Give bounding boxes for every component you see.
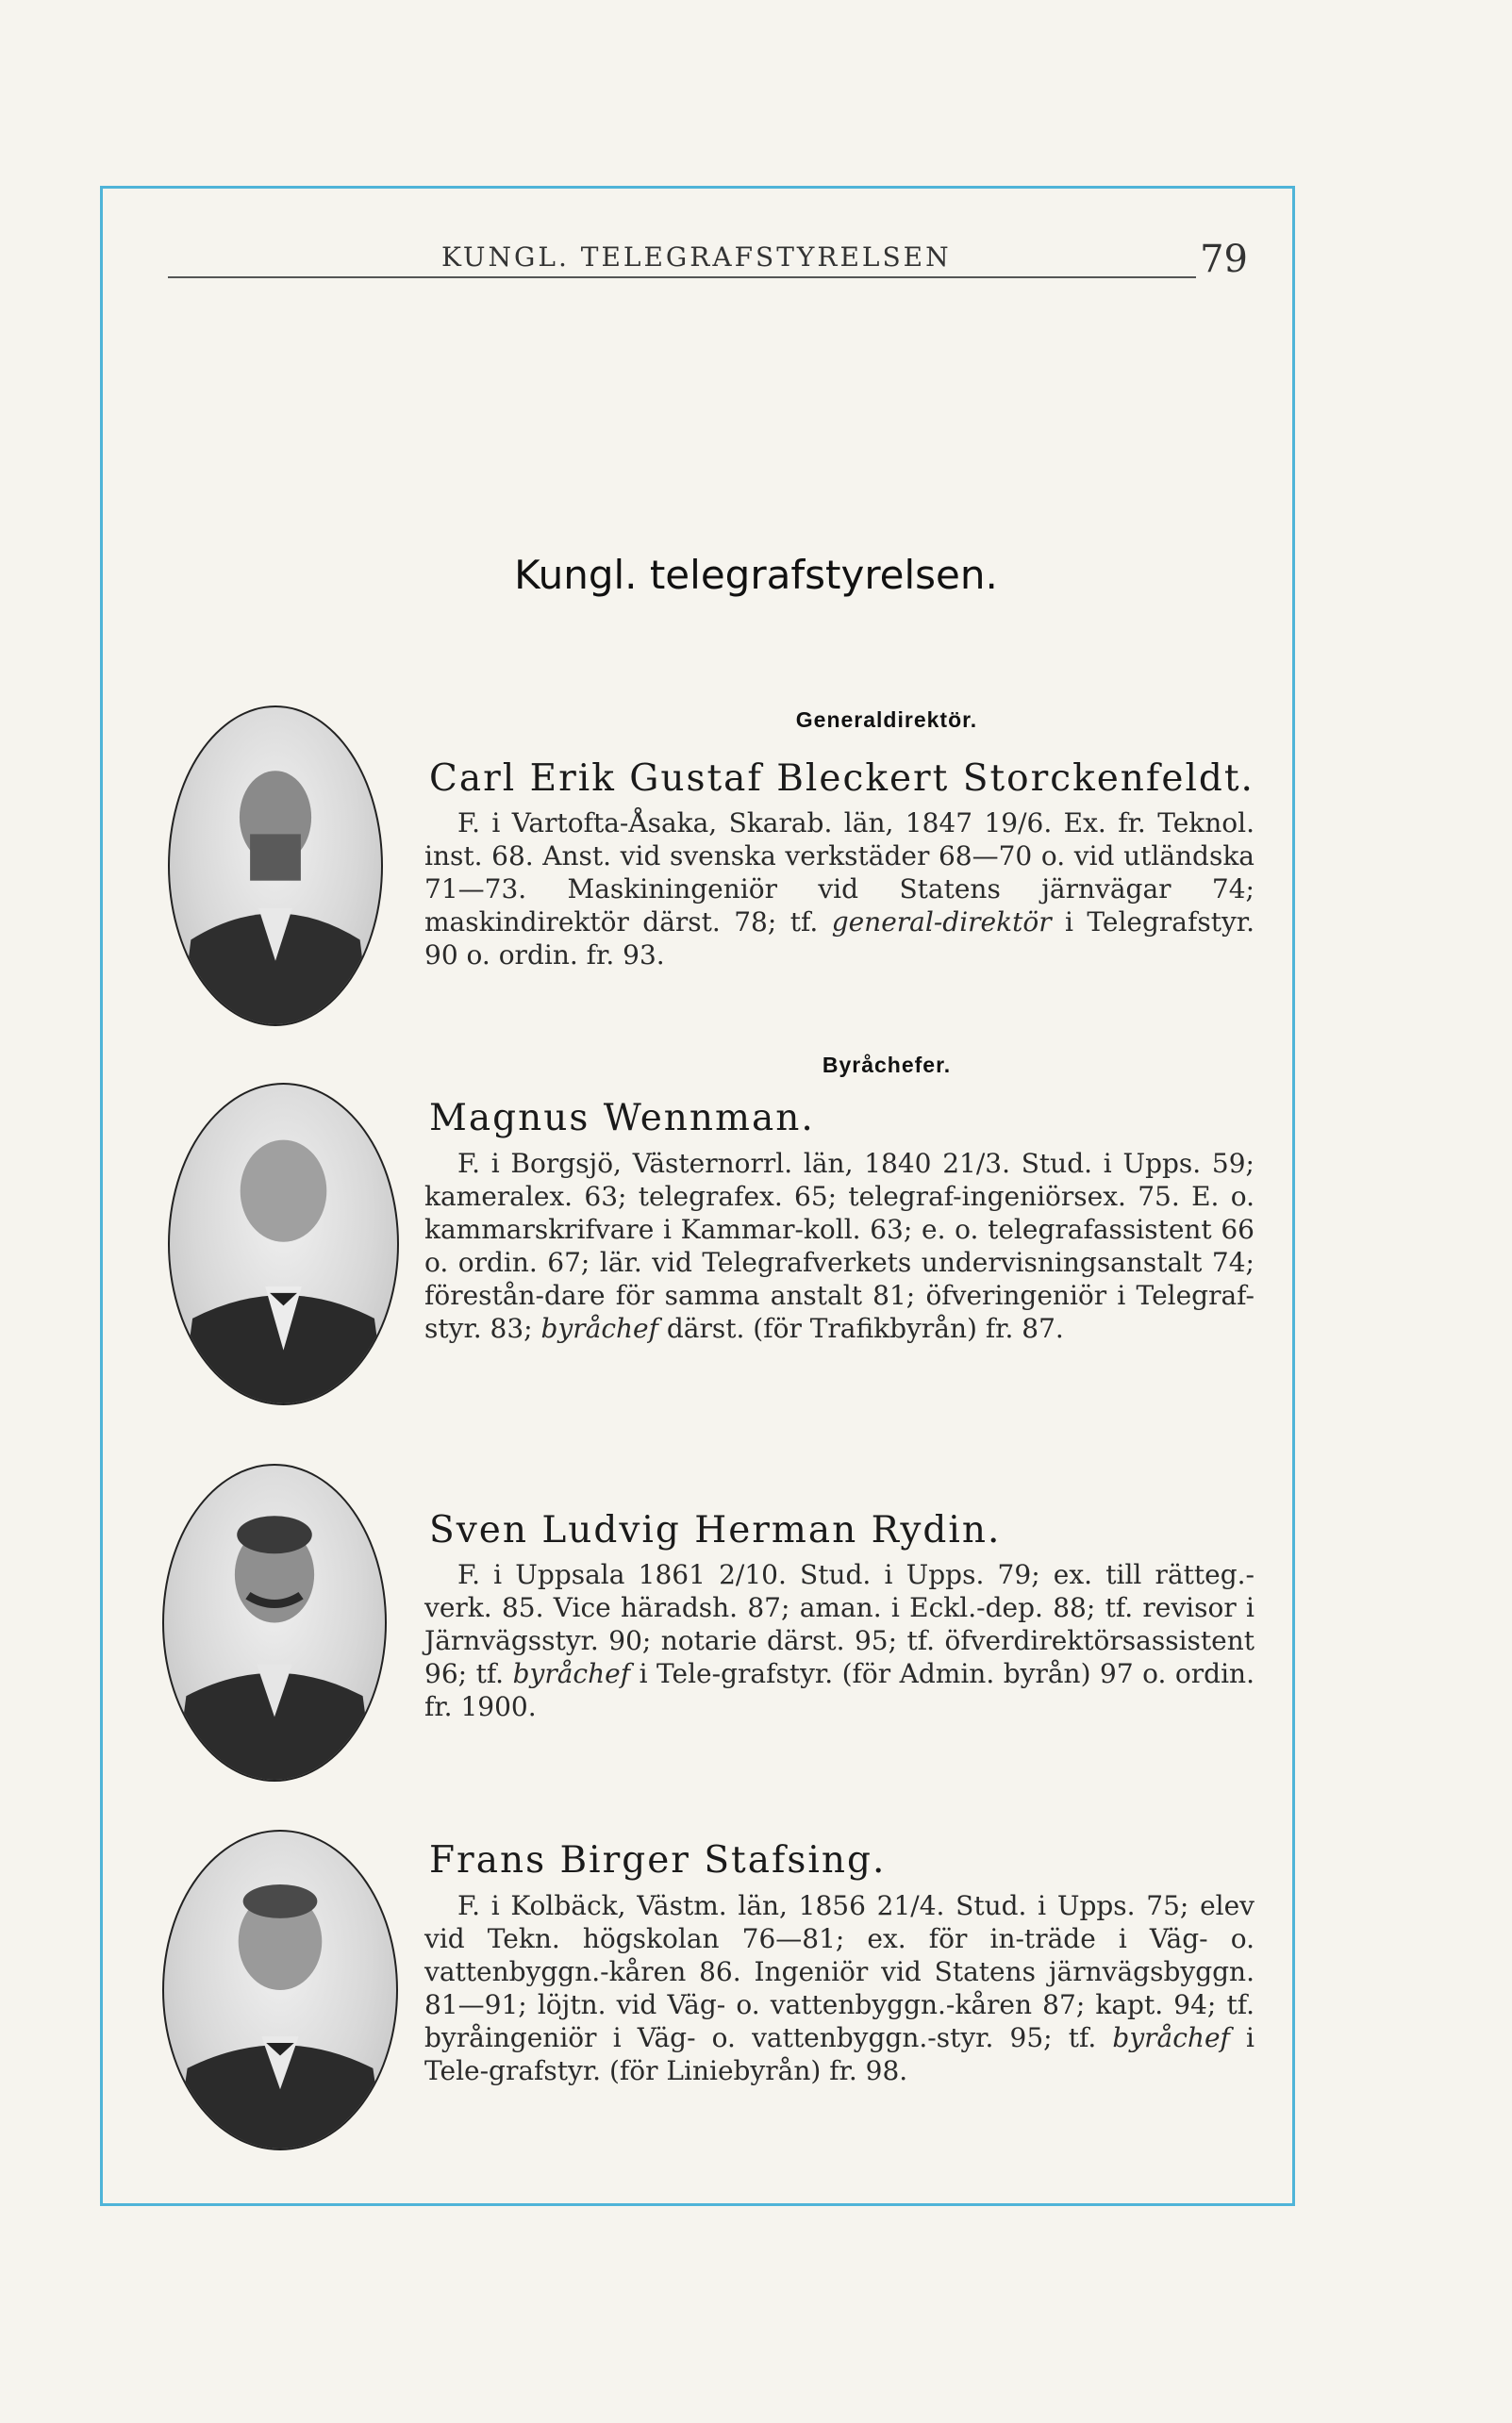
- page-title: Kungl. telegrafstyrelsen.: [514, 552, 998, 598]
- person-name: Frans Birger Stafsing.: [429, 1839, 887, 1882]
- portrait-wennman: [168, 1083, 399, 1405]
- running-title: KUNGL. TELEGRAFSTYRELSEN: [441, 241, 952, 273]
- bio-text-end: i Telegrafstyr. 90 o. ordin. fr. 93.: [424, 906, 1254, 971]
- bio-text-end: därst. (för Trafikbyrån) fr. 87.: [657, 1313, 1064, 1344]
- portrait-figure-icon: [170, 1085, 397, 1403]
- portrait-figure-icon: [170, 707, 381, 1024]
- header-rule: [168, 276, 1196, 278]
- portrait-figure-icon: [164, 1466, 385, 1780]
- running-head: [168, 234, 1248, 290]
- portrait-stafsing: [162, 1830, 398, 2150]
- person-name: Sven Ludvig Herman Rydin.: [429, 1509, 1002, 1552]
- bio-text: F. i Vartofta-Åsaka, Skarab. län, 1847 19/6. Ex. fr. Teknol. inst. 68. Anst. vid svenska verkstäder 68—70 o. vid utländska 71—73. Maskiningeniör vid Statens järnvägar 74; maskindirektör därst. 78; tf.: [424, 807, 1254, 938]
- bio-text-end: i Tele-grafstyr. (för Admin. byrån) 97 o. ordin. fr. 1900.: [424, 1658, 1254, 1722]
- bio-title: byråchef: [512, 1658, 631, 1689]
- bio-text-end: i Tele-grafstyr. (för Liniebyrån) fr. 98.: [424, 2022, 1255, 2086]
- portrait-rydin: [162, 1464, 387, 1782]
- section-label-byrachefer: Byråchefer.: [822, 1053, 952, 1077]
- person-name: Magnus Wennman.: [429, 1097, 815, 1139]
- bio-text: F. i Borgsjö, Västernorrl. län, 1840 21/3. Stud. i Upps. 59; kameralex. 63; telegrafex. 65; telegraf-ingeniörsex. 75. E. o. kammarskrifvare i Kammar-koll. 63; e. o. telegrafassistent 66 o. ordin. 67; lär. vid Telegrafverkets undervisningsanstalt 74; förestån-dare för samma anstalt 81; öfveringeniör i Telegraf-styr. 83;: [424, 1148, 1254, 1344]
- portrait-storckenfeldt: [168, 705, 383, 1026]
- person-name: Carl Erik Gustaf Bleckert Storckenfeldt.: [429, 757, 1254, 800]
- portrait-figure-icon: [164, 1832, 396, 2149]
- person-bio: [424, 1558, 1254, 1723]
- person-bio: [424, 1889, 1254, 2087]
- bio-title: general-direktör: [831, 906, 1052, 938]
- person-bio: [424, 1147, 1254, 1345]
- page-number: 79: [1200, 238, 1248, 281]
- bio-title: byråchef: [1112, 2022, 1230, 2053]
- bio-title: byråchef: [540, 1313, 658, 1344]
- bio-text: F. i Uppsala 1861 2/10. Stud. i Upps. 79; ex. till rätteg.-verk. 85. Vice häradsh. 87; aman. i Eckl.-dep. 88; tf. revisor i Järnvägsstyr. 90; notarie därst. 95; tf. öfverdirektörsassistent 96; tf.: [424, 1559, 1254, 1689]
- person-bio: [424, 806, 1254, 971]
- section-label-generaldirektor: Generaldirektör.: [795, 707, 978, 732]
- bio-text: F. i Kolbäck, Västm. län, 1856 21/4. Stud. i Upps. 75; elev vid Tekn. högskolan 76—81; ex. för in-träde i Väg- o. vattenbyggn.-kåren 86. Ingeniör vid Statens järnvägsbyggn. 81—91; löjtn. vid Väg- o. vattenbyggn.-kåren 87; kapt. 94; tf. byråingeniör i Väg- o. vattenbyggn.-styr. 95; tf.: [424, 1890, 1254, 2053]
